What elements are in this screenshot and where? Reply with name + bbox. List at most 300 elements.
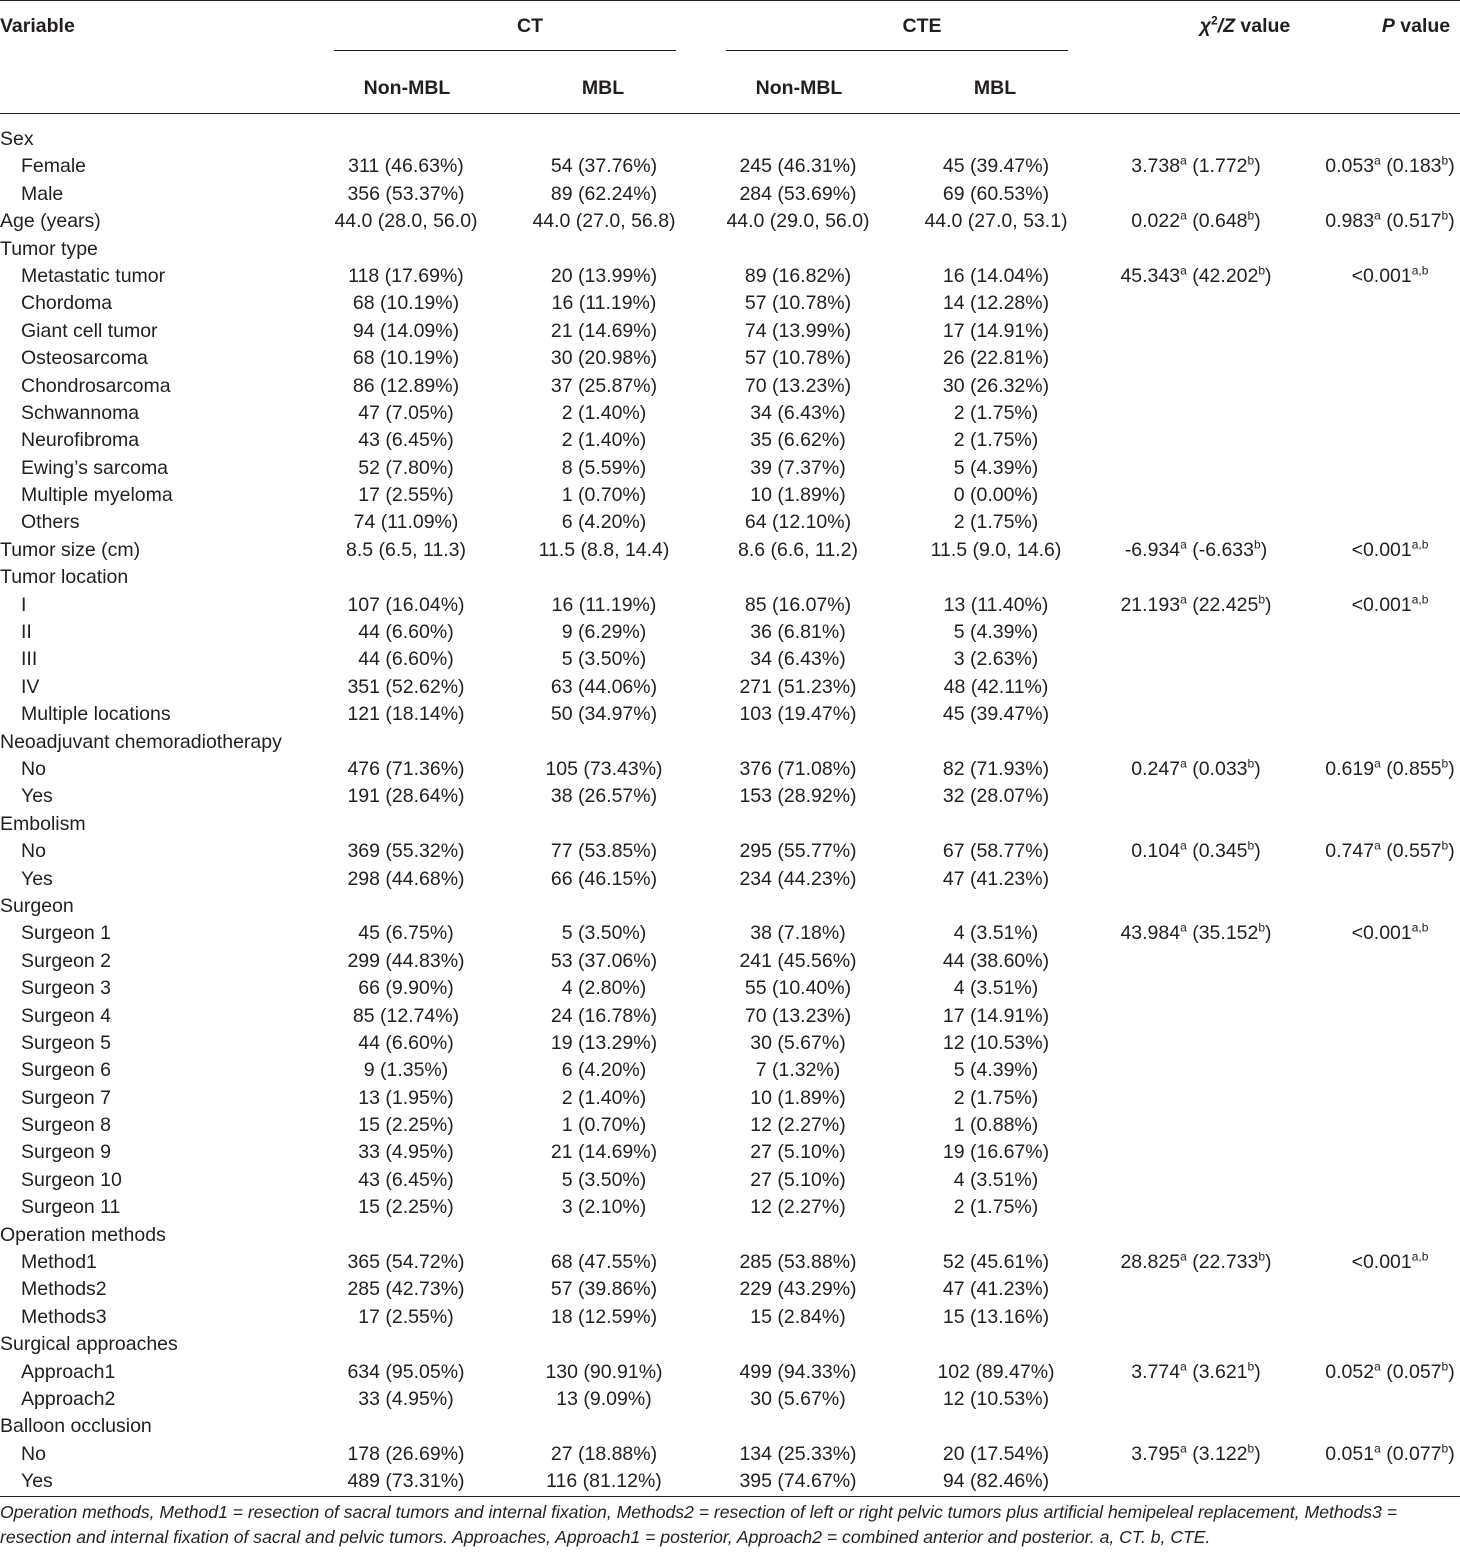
row-cell: 68 (10.19%): [352, 347, 460, 370]
row-cell: 351 (52.62%): [347, 675, 465, 698]
row-cell: 21 (14.69%): [550, 319, 658, 342]
row-cell: 94 (82.46%): [942, 1470, 1050, 1493]
row-stat-value: 3.738$^a$ (1.772$^b$): [1131, 153, 1261, 178]
table-row: [0, 1139, 1460, 1166]
row-cell: 12 (2.27%): [750, 1196, 846, 1219]
table-row: [0, 1359, 1460, 1386]
row-cell: 15 (2.84%): [750, 1305, 846, 1328]
row-cell: 37 (25.87%): [550, 374, 658, 397]
row-label: Surgeon 8: [21, 1114, 111, 1137]
row-label: Osteosarcoma: [21, 347, 148, 370]
row-cell: 234 (44.23%): [739, 867, 857, 890]
row-cell: 89 (62.24%): [550, 182, 658, 205]
table-row: [0, 236, 1460, 263]
row-p-value: $<0.001^{a,b}$: [1351, 1249, 1429, 1274]
row-cell: 285 (53.88%): [739, 1251, 857, 1274]
row-cell: 44.0 (29.0, 56.0): [726, 210, 870, 233]
row-label: Neoadjuvant chemoradiotherapy: [0, 730, 282, 753]
table-row: [0, 811, 1460, 838]
row-label: Surgeon 10: [21, 1168, 122, 1191]
header-stat-cells: [1118, 1, 1460, 64]
row-cell: 74 (11.09%): [353, 511, 459, 534]
row-cell: 12 (2.27%): [750, 1114, 846, 1137]
row-cell: 8 (5.59%): [561, 456, 647, 479]
row-label: Tumor location: [0, 566, 129, 589]
row-cell: 2 (1.40%): [561, 401, 647, 424]
row-label: Multiple locations: [21, 703, 171, 726]
row-cell: 6 (4.20%): [561, 1059, 647, 1082]
row-cell: 2 (1.75%): [953, 1196, 1039, 1219]
table-row: [0, 400, 1460, 427]
row-label: Method1: [21, 1251, 97, 1274]
row-cell: 94 (14.09%): [352, 319, 460, 342]
row-label: Female: [21, 155, 87, 178]
row-label: Surgeon 3: [21, 977, 111, 1000]
row-cell: 8.5 (6.5, 11.3): [346, 538, 466, 561]
row-cell: 68 (47.55%): [550, 1251, 658, 1274]
table-row: [0, 345, 1460, 372]
row-label: Male: [21, 182, 64, 205]
row-cell: 376 (71.08%): [739, 757, 857, 780]
row-cell: 70 (13.23%): [744, 374, 852, 397]
row-cell: 2 (1.40%): [561, 1086, 647, 1109]
row-cell: 17 (2.55%): [358, 1305, 454, 1328]
row-cell: 77 (53.85%): [550, 840, 658, 863]
row-cell: 395 (74.67%): [739, 1470, 857, 1493]
row-label: Surgeon 7: [21, 1086, 111, 1109]
row-p-value: 0.983$^a$ (0.517$^b$): [1325, 208, 1455, 233]
row-cell: 64 (12.10%): [744, 511, 852, 534]
table-row: [0, 318, 1460, 345]
table-row: [0, 838, 1460, 865]
row-label: Yes: [21, 1470, 53, 1493]
row-cell: 10 (1.89%): [750, 484, 846, 507]
row-cell: 7 (1.32%): [755, 1059, 841, 1082]
row-p-value: 0.747$^a$ (0.557$^b$): [1325, 838, 1455, 863]
row-label: Age (years): [0, 210, 101, 233]
row-cell: 16 (11.19%): [551, 593, 657, 616]
row-cell: 30 (5.67%): [750, 1387, 846, 1410]
row-cell: 16 (14.04%): [942, 264, 1050, 287]
table-row: [0, 1085, 1460, 1112]
row-label: Methods2: [21, 1278, 107, 1301]
row-cell: 241 (45.56%): [739, 949, 857, 972]
row-cell: 153 (28.92%): [739, 785, 857, 808]
row-cell: 74 (13.99%): [744, 319, 852, 342]
row-cell: 3 (2.10%): [561, 1196, 647, 1219]
row-cell: 89 (16.82%): [744, 264, 852, 287]
row-label: No: [21, 757, 46, 780]
row-cell: 9 (6.29%): [561, 621, 647, 644]
row-cell: 30 (26.32%): [942, 374, 1050, 397]
row-cell: 5 (3.50%): [561, 922, 647, 945]
header-variable: Variable: [0, 1, 334, 64]
row-p-value: $<0.001^{a,b}$: [1351, 592, 1429, 616]
row-cell: 118 (17.69%): [348, 264, 464, 287]
row-cell: 4 (3.51%): [953, 922, 1039, 945]
row-cell: 489 (73.31%): [347, 1470, 465, 1493]
row-cell: 103 (19.47%): [739, 703, 857, 726]
row-cell: 68 (10.19%): [352, 292, 460, 315]
row-cell: 2 (1.75%): [953, 429, 1039, 452]
row-stat-value: 0.247$^a$ (0.033$^b$): [1131, 756, 1261, 780]
header-stat: $\chi^2/Z$ value: [1199, 13, 1291, 37]
table-row: [0, 153, 1460, 180]
row-stat-value: 21.193$^a$ (22.425$^b$): [1120, 592, 1272, 616]
row-cell: 33 (4.95%): [358, 1141, 454, 1164]
row-cell: 20 (13.99%): [550, 264, 658, 287]
row-stat-value: 28.825$^a$ (22.733$^b$): [1120, 1249, 1272, 1274]
table-row: [0, 455, 1460, 482]
row-label: Operation methods: [0, 1223, 166, 1246]
row-cell: 45 (39.47%): [942, 703, 1050, 726]
row-label: Methods3: [21, 1305, 107, 1328]
row-label: Ewing’s sarcoma: [21, 456, 169, 479]
row-cell: 44.0 (27.0, 56.8): [532, 210, 676, 233]
row-label: No: [21, 840, 46, 863]
row-cell: 17 (14.91%): [942, 319, 1050, 342]
row-cell: 4 (3.51%): [953, 977, 1039, 1000]
row-cell: 3 (2.63%): [953, 648, 1039, 671]
row-cell: 19 (16.67%): [942, 1141, 1050, 1164]
row-cell: 27 (5.10%): [750, 1168, 846, 1191]
row-p-value: 0.053$^a$ (0.183$^b$): [1325, 153, 1455, 178]
row-cell: 69 (60.53%): [942, 182, 1050, 205]
table-row: [0, 1468, 1460, 1496]
table-row: [0, 1057, 1460, 1084]
row-cell: 1 (0.70%): [561, 484, 647, 507]
row-cell: 229 (43.29%): [739, 1278, 857, 1301]
row-stat-value: 3.795$^a$ (3.122$^b$): [1131, 1441, 1261, 1465]
row-label: Others: [21, 511, 80, 534]
row-label: Sex: [0, 128, 34, 150]
row-cell: 57 (39.86%): [550, 1278, 658, 1301]
row-cell: 299 (44.83%): [347, 949, 465, 972]
table-row: [0, 482, 1460, 509]
row-label: Chondrosarcoma: [21, 374, 171, 397]
ct-group-rule: [334, 50, 676, 51]
row-cell: 13 (1.95%): [358, 1086, 454, 1109]
row-p-value: 0.051$^a$ (0.077$^b$): [1325, 1441, 1455, 1465]
row-cell: 191 (28.64%): [347, 785, 465, 808]
header-group-cte: CTE: [726, 1, 1118, 64]
row-cell: 5 (4.39%): [953, 1059, 1039, 1082]
row-label: Surgeon: [0, 894, 74, 917]
row-cell: 12 (10.53%): [942, 1031, 1050, 1054]
row-label: Balloon occlusion: [0, 1415, 152, 1438]
row-label: Yes: [21, 785, 53, 808]
row-p-value: 0.052$^a$ (0.057$^b$): [1325, 1359, 1455, 1383]
row-cell: 34 (6.43%): [750, 648, 846, 671]
row-label: Approach2: [21, 1387, 116, 1410]
table-row: [0, 114, 1460, 154]
row-cell: 298 (44.68%): [347, 867, 465, 890]
row-cell: 10 (1.89%): [750, 1086, 846, 1109]
row-cell: 5 (3.50%): [561, 648, 647, 671]
table-row: [0, 1167, 1460, 1194]
row-label: Approach1: [21, 1360, 116, 1383]
row-cell: 1 (0.70%): [561, 1114, 647, 1137]
row-cell: 86 (12.89%): [352, 374, 460, 397]
row-cell: 130 (90.91%): [545, 1360, 663, 1383]
row-cell: 311 (46.63%): [348, 155, 464, 178]
row-cell: 285 (42.73%): [347, 1278, 465, 1301]
row-label: III: [21, 648, 38, 671]
row-cell: 17 (14.91%): [942, 1004, 1050, 1027]
table-row: [0, 1304, 1460, 1331]
row-cell: 178 (26.69%): [347, 1442, 465, 1465]
table-row: [0, 509, 1460, 536]
row-cell: 47 (41.23%): [942, 1278, 1050, 1301]
table-row: [0, 208, 1460, 235]
row-cell: 27 (18.88%): [550, 1442, 658, 1465]
row-cell: 21 (14.69%): [550, 1141, 658, 1164]
row-cell: 17 (2.55%): [358, 484, 454, 507]
table-row: [0, 729, 1460, 756]
row-label: Surgeon 11: [21, 1196, 121, 1219]
row-label: Metastatic tumor: [21, 264, 166, 287]
row-cell: 365 (54.72%): [347, 1251, 465, 1274]
row-cell: 634 (95.05%): [347, 1360, 465, 1383]
table-row: [0, 948, 1460, 975]
row-cell: 43 (6.45%): [358, 1168, 454, 1191]
row-cell: 19 (13.29%): [550, 1031, 658, 1054]
row-label: Surgical approaches: [0, 1333, 178, 1356]
row-cell: 47 (7.05%): [358, 401, 454, 424]
row-cell: 30 (5.67%): [750, 1031, 846, 1054]
table-row: [0, 564, 1460, 591]
table-footnote: Operation methods, Method1 = resection of sacral tumors and internal fixation, Methods2 = resection of left or right pelvic tumors plus artificial hemipeleal replacement, Methods3 = resection and internal fixation of sacral and pelvic tumors. Approaches, Approach1 = posterior, Approach2 = combined anterior and posterior. a, CT. b, CTE.: [0, 1502, 1397, 1547]
row-cell: 13 (11.40%): [943, 593, 1049, 616]
table-row: [0, 592, 1460, 619]
row-cell: 85 (12.74%): [352, 1004, 460, 1027]
header-ct-mbl: MBL: [581, 77, 625, 99]
row-cell: 52 (45.61%): [942, 1251, 1050, 1274]
header-group-ct: CT: [334, 1, 726, 64]
row-cell: 134 (25.33%): [739, 1442, 857, 1465]
row-cell: 44 (6.60%): [358, 1031, 454, 1054]
row-cell: 70 (13.23%): [744, 1004, 852, 1027]
row-label: Surgeon 4: [21, 1004, 111, 1027]
table-row: [0, 1331, 1460, 1358]
row-label: Giant cell tumor: [21, 319, 158, 342]
row-cell: 16 (11.19%): [551, 292, 657, 315]
row-p-value: 0.619$^a$ (0.855$^b$): [1325, 756, 1455, 780]
row-cell: 44.0 (28.0, 56.0): [334, 210, 478, 233]
row-cell: 476 (71.36%): [347, 757, 465, 780]
row-cell: 55 (10.40%): [744, 977, 852, 1000]
table-row: [0, 1112, 1460, 1139]
row-label: Chordoma: [21, 292, 113, 315]
table-row: [0, 619, 1460, 646]
row-label: Surgeon 5: [21, 1031, 111, 1054]
row-label: Surgeon 6: [21, 1059, 111, 1082]
row-cell: 5 (4.39%): [953, 456, 1039, 479]
row-cell: 39 (7.37%): [750, 456, 846, 479]
row-cell: 1 (0.88%): [953, 1114, 1039, 1137]
row-cell: 53 (37.06%): [550, 949, 658, 972]
table-row: [0, 1003, 1460, 1030]
row-cell: 36 (6.81%): [750, 621, 846, 644]
table-row: [0, 756, 1460, 783]
row-cell: 13 (9.09%): [556, 1387, 652, 1410]
row-cell: 14 (12.28%): [942, 292, 1050, 315]
row-cell: 57 (10.78%): [744, 292, 852, 315]
row-cell: 32 (28.07%): [942, 785, 1050, 808]
row-cell: 85 (16.07%): [744, 593, 852, 616]
table-row: [0, 1441, 1460, 1468]
row-label: I: [21, 593, 27, 616]
row-cell: 102 (89.47%): [937, 1360, 1055, 1383]
row-cell: 34 (6.43%): [750, 401, 846, 424]
row-cell: 33 (4.95%): [358, 1387, 454, 1410]
table-row: [0, 290, 1460, 317]
table-row: [0, 920, 1460, 947]
row-stat-value: 0.104$^a$ (0.345$^b$): [1131, 838, 1261, 863]
table-row: [0, 263, 1460, 290]
row-cell: 6 (4.20%): [561, 511, 647, 534]
row-cell: 67 (58.77%): [942, 840, 1050, 863]
row-cell: 5 (3.50%): [561, 1168, 647, 1191]
row-label: Surgeon 1: [21, 922, 111, 945]
row-cell: 24 (16.78%): [550, 1004, 658, 1027]
table-row: [0, 1386, 1460, 1413]
row-cell: 48 (42.11%): [943, 675, 1049, 698]
row-cell: 245 (46.31%): [739, 155, 857, 178]
table-row: [0, 1222, 1460, 1249]
table-row: [0, 783, 1460, 810]
row-label: Multiple myeloma: [21, 484, 173, 507]
row-label: Neurofibroma: [21, 429, 140, 452]
row-p-value: $<0.001^{a,b}$: [1351, 263, 1429, 287]
row-cell: 45 (6.75%): [358, 922, 454, 945]
row-cell: 44 (6.60%): [358, 648, 454, 671]
row-cell: 9 (1.35%): [363, 1059, 449, 1082]
header-p: P value: [1381, 15, 1451, 37]
row-cell: 12 (10.53%): [942, 1387, 1050, 1410]
row-cell: 2 (1.75%): [953, 1086, 1039, 1109]
row-cell: 38 (7.18%): [750, 922, 846, 945]
row-cell: 44.0 (27.0, 53.1): [924, 210, 1068, 233]
table-row: [0, 1194, 1460, 1221]
table-row: [0, 866, 1460, 893]
table-row: [0, 537, 1460, 564]
row-cell: 11.5 (8.8, 14.4): [538, 538, 670, 561]
row-cell: 54 (37.76%): [550, 155, 658, 178]
table-row: [0, 1413, 1460, 1440]
header-cte-mbl: MBL: [973, 77, 1017, 99]
row-stat-value: 0.022$^a$ (0.648$^b$): [1131, 208, 1261, 233]
row-cell: 271 (51.23%): [739, 675, 857, 698]
row-cell: 66 (9.90%): [358, 977, 454, 1000]
table-row: [0, 1030, 1460, 1057]
row-cell: 15 (2.25%): [358, 1114, 454, 1137]
table-row: [0, 893, 1460, 920]
cte-group-rule: [726, 50, 1068, 51]
row-label: Tumor size (cm): [0, 538, 141, 561]
row-cell: 44 (38.60%): [942, 949, 1050, 972]
row-cell: 82 (71.93%): [942, 757, 1050, 780]
row-cell: 11.5 (9.0, 14.6): [930, 538, 1062, 561]
row-cell: 4 (2.80%): [561, 977, 647, 1000]
row-cell: 43 (6.45%): [358, 429, 454, 452]
row-cell: 499 (94.33%): [739, 1360, 857, 1383]
row-cell: 8.6 (6.6, 11.2): [738, 538, 858, 561]
row-label: Yes: [21, 867, 53, 890]
row-cell: 35 (6.62%): [750, 429, 846, 452]
row-cell: 2 (1.75%): [953, 401, 1039, 424]
table-row: [0, 1249, 1460, 1276]
row-cell: 0 (0.00%): [953, 484, 1039, 507]
row-label: IV: [21, 675, 40, 698]
row-cell: 15 (2.25%): [358, 1196, 454, 1219]
row-p-value: $<0.001^{a,b}$: [1351, 537, 1429, 561]
row-stat-value: 45.343$^a$ (42.202$^b$): [1120, 263, 1272, 287]
table-row: [0, 646, 1460, 673]
row-cell: 38 (26.57%): [550, 785, 658, 808]
row-cell: 44 (6.60%): [358, 621, 454, 644]
row-cell: 30 (20.98%): [550, 347, 658, 370]
row-cell: 5 (4.39%): [953, 621, 1039, 644]
row-cell: 66 (46.15%): [550, 867, 658, 890]
table-body: [0, 114, 1460, 1497]
row-cell: 284 (53.69%): [739, 182, 857, 205]
row-p-value: $<0.001^{a,b}$: [1351, 920, 1429, 945]
row-cell: 107 (16.04%): [347, 593, 465, 616]
table-row: [0, 373, 1460, 400]
row-cell: 18 (12.59%): [550, 1305, 658, 1328]
row-label: Surgeon 9: [21, 1141, 111, 1164]
table-row: [0, 975, 1460, 1002]
row-cell: 4 (3.51%): [953, 1168, 1039, 1191]
row-cell: 369 (55.32%): [347, 840, 465, 863]
row-cell: 27 (5.10%): [750, 1141, 846, 1164]
row-label: II: [21, 621, 32, 644]
row-cell: 57 (10.78%): [744, 347, 852, 370]
row-cell: 47 (41.23%): [942, 867, 1050, 890]
row-cell: 20 (17.54%): [942, 1442, 1050, 1465]
table-row: [0, 1276, 1460, 1303]
table-row: [0, 674, 1460, 701]
row-cell: 105 (73.43%): [545, 757, 663, 780]
row-cell: 121 (18.14%): [347, 703, 465, 726]
row-cell: 50 (34.97%): [550, 703, 658, 726]
row-cell: 2 (1.75%): [953, 511, 1039, 534]
row-label: Embolism: [0, 812, 86, 835]
row-label: Surgeon 2: [21, 949, 111, 972]
row-label: Schwannoma: [21, 401, 140, 424]
row-cell: 15 (13.16%): [942, 1305, 1050, 1328]
table-row: [0, 181, 1460, 208]
row-cell: 2 (1.40%): [561, 429, 647, 452]
table-row: [0, 701, 1460, 728]
row-cell: 295 (55.77%): [739, 840, 857, 863]
row-stat-value: 3.774$^a$ (3.621$^b$): [1131, 1359, 1261, 1383]
header-cte-nonmbl: Non-MBL: [755, 77, 843, 99]
row-stat-value: 43.984$^a$ (35.152$^b$): [1120, 920, 1272, 945]
row-cell: 45 (39.47%): [942, 155, 1050, 178]
row-cell: 356 (53.37%): [347, 182, 465, 205]
header-ct-nonmbl: Non-MBL: [363, 77, 451, 99]
row-stat-value: -6.934$^a$ (-6.633$^b$): [1124, 537, 1268, 561]
row-cell: 63 (44.06%): [550, 675, 658, 698]
table-row: [0, 427, 1460, 454]
row-cell: 26 (22.81%): [942, 347, 1050, 370]
row-label: Tumor type: [0, 237, 98, 260]
row-label: No: [21, 1442, 46, 1465]
row-cell: 52 (7.80%): [358, 456, 454, 479]
row-cell: 116 (81.12%): [546, 1470, 662, 1493]
